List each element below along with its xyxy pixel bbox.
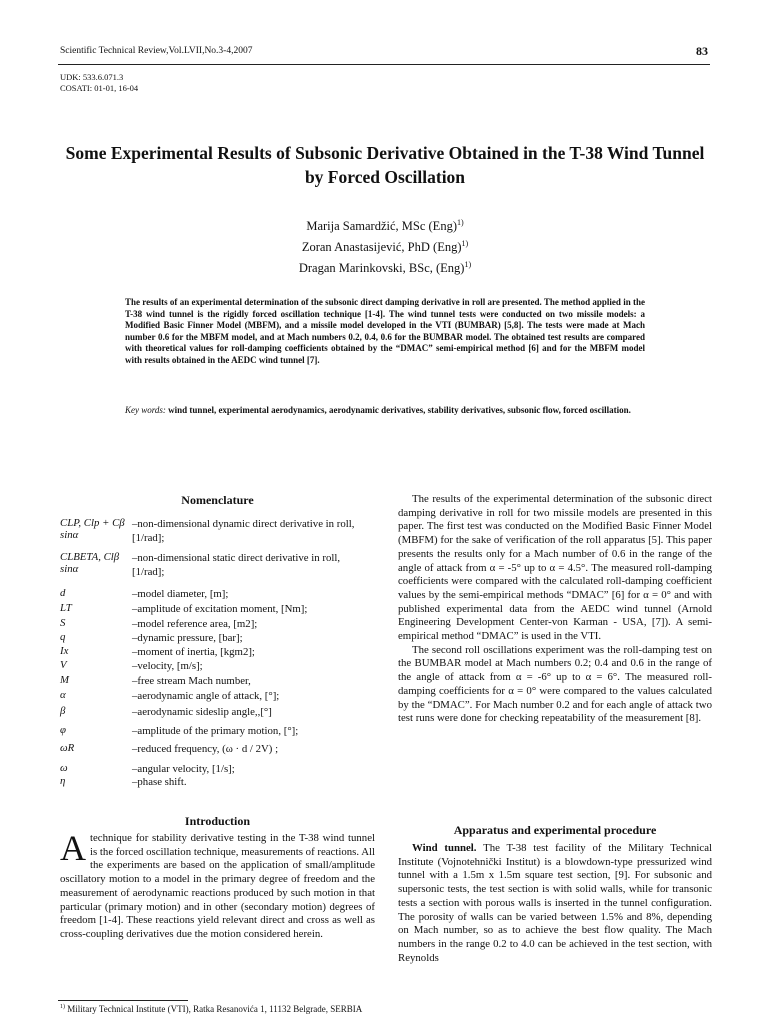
author-3: Dragan Marinkovski, BSc, (Eng)$^{1)}$ — [298, 260, 472, 276]
header-rule — [58, 64, 710, 65]
paragraph: The second roll oscillations experiment was the roll-damping test on the BUMBAR model at Mach numbers 0.2; 0.4 and 0.6 in the range of the angle of attack from α = -6° up to α = 6°. The measured roll-damping coefficients for α = 0° were compared to the values calculated by the “DMAC”. For Mach number 0.2 and for each angle of attack two test runs were done for checking repeatability of the measurement [8]. — [398, 643, 712, 725]
classification-codes — [60, 72, 138, 94]
footnote-mark: 1) — [60, 1004, 65, 1010]
drop-cap: A — [60, 828, 86, 868]
page-number: 83 — [696, 44, 708, 58]
introduction-heading: Introduction — [184, 814, 251, 828]
abstract: The results of an experimental determination of the subsonic direct damping derivative in roll are presented. The method applied in the T-38 wind tunnel is the rigidly forced oscillation technique [1-4]. The wind tunnel tests were conducted on two missile models: a Modified Basic Finner Model (MBFM), and a missile model developed in the VTI (BUMBAR) [5,8]. The tests were made at Mach number 0.6 for the MBFM model, and at Mach numbers 0.2, 0.4, 0.6 for the BUMBAR model. The obtained test results are compared with theoretical values for roll-damping coefficients obtained by the “DMAC” semi-empirical method [6] and for the MBFM model with results obtained in the AEDC wind tunnel [7]. — [125, 297, 645, 365]
author-2: Zoran Anastasijević, PhD (Eng)$^{1)}$ — [301, 239, 469, 255]
footnote-rule — [58, 1000, 188, 1001]
apparatus-heading: Apparatus and experimental procedure — [453, 823, 657, 837]
footnote — [60, 1004, 362, 1014]
footnote-text: Military Technical Institute (VTI), Ratka Resanovića 1, 11132 Belgrade, SERBIA — [67, 1004, 363, 1014]
nomenclature-item: CLP, Clp + Cβ sinα –non-dimensional dynamic direct derivative in roll, [1/rad]; — [60, 517, 355, 544]
journal-header: Scientific Technical Review,Vol.LVII,No.3-4,2007 — [60, 46, 253, 56]
wind-tunnel-section — [398, 842, 712, 965]
cosati-code: COSATI: 01-01, 16-04 — [60, 83, 139, 93]
author-list — [60, 214, 710, 277]
keywords-text: wind tunnel, experimental aerodynamics, aerodynamic derivatives, stability derivatives, subsonic flow, forced oscillation. — [168, 405, 631, 415]
paragraph: Wind tunnel. The T-38 test facility of the Military Technical Institute (Vojnotehnički Institut) is a blowdown-type pressurized wind tunnel with a 1.5m x 1.5m square test section, [9]. For subsonic and supersonic tests, the test section is with solid walls, while for transonic tests a section with porous walls is inserted in the tunnel configuration. The porosity of walls can be varied between 1.5% and 8%, depending on Mach number, so as to achieve the best flow quality. The Mach numbers in the range 0.2 to 4.0 can be achieved in the test section, with Reynolds — [398, 842, 713, 964]
right-column-intro — [398, 493, 712, 726]
keywords-label: Key words: — [125, 405, 166, 415]
nomenclature-heading: Nomenclature — [181, 493, 254, 507]
keywords — [125, 405, 645, 417]
author-1: Marija Samardžić, MSc (Eng)$^{1)}$ — [306, 218, 464, 234]
paper-title: Some Experimental Results of Subsonic Derivative Obtained in the T-38 Wind Tunnel by Forced Oscillation — [65, 143, 705, 187]
introduction-text: Atechnique for stability derivative testing in the T-38 wind tunnel is the forced oscillation technique, measurements of reactions. All the experiments are based on the application of small/amplitude oscillatory motion to a model in the primary degree of freedom and the measurement of aerodynamic reactions produced by such motion in that particular (primary motion) and in other (secondary motion) degrees of freedom [1-4]. These reactions yield relevant direct and cross as well as cross-coupling derivatives due the motion considered herein. — [60, 828, 375, 940]
paragraph: The results of the experimental determination of the subsonic direct damping derivative in roll for two missile models are presented in this paper. The first test was conducted on the Modified Basic Finner Model (MBFM) for the sake of verification of the roll apparatus [5]. This paper presents the results only for a Mach number of 0.6 in the range of the angle of attack from α = -5° up to α = 4.5°. The measured roll-damping coefficients were compared with the calculated roll-damping coefficient values by the semi-empirical methods “DMAC” [6] for α = 0° and with published experimental data from the AEDC wind tunnel (Arnold Engineering Development Center-von Karman - USA, [7]). A semi-empirical method “DMAC” is used in the VTI. — [398, 493, 712, 643]
udk-code: UDK: 533.6.071.3 — [60, 72, 124, 82]
nomenclature-item: CLBETA, Clβ sinα –non-dimensional static direct derivative in roll, [1/rad]; — [60, 551, 341, 578]
wind-tunnel-lead: Wind tunnel. — [412, 842, 477, 854]
